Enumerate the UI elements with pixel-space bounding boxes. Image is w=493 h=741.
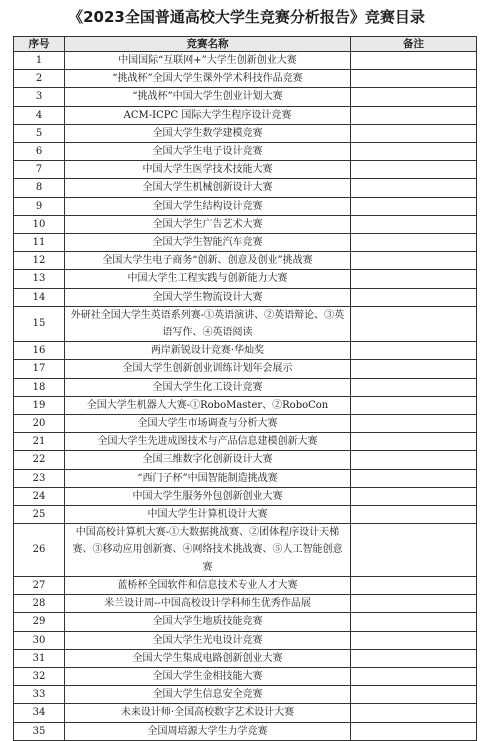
- row-note: [351, 524, 477, 577]
- row-number: 11: [14, 234, 65, 252]
- row-note: [351, 215, 477, 233]
- row-note: [351, 197, 477, 215]
- competition-name: 中国高校计算机大赛-①大数据挑战赛、②团体程序设计天梯赛、③移动应用创新赛、④网络技术挑战赛、⑤人工智能创意赛: [65, 524, 351, 577]
- table-row: [14, 270, 477, 288]
- competition-name: ACM-ICPC 国际大学生程序设计竞赛: [65, 106, 351, 124]
- row-number: 22: [14, 451, 65, 469]
- row-number: 30: [14, 631, 65, 649]
- row-note: [351, 631, 477, 649]
- row-number: 20: [14, 415, 65, 433]
- table-row: [14, 704, 477, 722]
- table-row: [14, 396, 477, 414]
- row-number: 6: [14, 143, 65, 161]
- row-number: 18: [14, 378, 65, 396]
- competition-name: 全国大学生物流设计大赛: [65, 288, 351, 306]
- row-number: 19: [14, 396, 65, 414]
- table-row: [14, 234, 477, 252]
- table-row: [14, 306, 477, 341]
- table-row: [14, 143, 477, 161]
- table-row: [14, 106, 477, 124]
- table-row: [14, 161, 477, 179]
- row-number: 12: [14, 252, 65, 270]
- header-number: 序号: [14, 37, 65, 52]
- table-body: [14, 52, 477, 741]
- competition-name: 全国周培源大学生力学竞赛: [65, 722, 351, 740]
- table-row: [14, 686, 477, 704]
- table-row: [14, 288, 477, 306]
- row-number: 28: [14, 595, 65, 613]
- row-note: [351, 179, 477, 197]
- row-number: 17: [14, 360, 65, 378]
- row-number: 21: [14, 433, 65, 451]
- competition-name: 中国大学生工程实践与创新能力大赛: [65, 270, 351, 288]
- table-row: [14, 215, 477, 233]
- competition-name: 全国大学生广告艺术大赛: [65, 215, 351, 233]
- competition-name: 全国大学生智能汽车竞赛: [65, 234, 351, 252]
- table-row: [14, 252, 477, 270]
- row-number: 33: [14, 686, 65, 704]
- row-number: 24: [14, 487, 65, 505]
- row-number: 3: [14, 88, 65, 106]
- row-note: [351, 106, 477, 124]
- row-number: 27: [14, 576, 65, 594]
- row-note: [351, 288, 477, 306]
- row-note: [351, 161, 477, 179]
- competition-name: 全国大学生信息安全竞赛: [65, 686, 351, 704]
- row-note: [351, 595, 477, 613]
- row-note: [351, 70, 477, 88]
- competition-table: [13, 36, 477, 741]
- row-note: [351, 234, 477, 252]
- row-number: 4: [14, 106, 65, 124]
- row-number: 35: [14, 722, 65, 740]
- table-row: [14, 722, 477, 740]
- table-row: [14, 595, 477, 613]
- competition-name: 全国大学生机械创新设计大赛: [65, 179, 351, 197]
- row-note: [351, 506, 477, 524]
- row-note: [351, 88, 477, 106]
- table-row: [14, 88, 477, 106]
- table-row: [14, 378, 477, 396]
- row-note: [351, 270, 477, 288]
- table-header-row: [14, 37, 477, 52]
- row-note: [351, 143, 477, 161]
- row-number: 16: [14, 342, 65, 360]
- row-note: [351, 576, 477, 594]
- competition-name: 全国大学生地质技能竞赛: [65, 613, 351, 631]
- row-number: 8: [14, 179, 65, 197]
- table-row: [14, 360, 477, 378]
- table-row: [14, 179, 477, 197]
- row-note: [351, 686, 477, 704]
- table-row: [14, 124, 477, 142]
- competition-name: 全国大学生电子商务“创新、创意及创业”挑战赛: [65, 252, 351, 270]
- competition-name: 中国大学生医学技术技能大赛: [65, 161, 351, 179]
- table-row: [14, 487, 477, 505]
- row-number: 23: [14, 469, 65, 487]
- competition-name: 全国三维数字化创新设计大赛: [65, 451, 351, 469]
- row-note: [351, 722, 477, 740]
- row-number: 9: [14, 197, 65, 215]
- competition-name: 蓝桥杯全国软件和信息技术专业人才大赛: [65, 576, 351, 594]
- table-row: [14, 197, 477, 215]
- row-number: 2: [14, 70, 65, 88]
- table-row: [14, 667, 477, 685]
- table-row: [14, 415, 477, 433]
- row-note: [351, 433, 477, 451]
- header-name: 竞赛名称: [65, 37, 351, 52]
- row-number: 15: [14, 306, 65, 341]
- row-note: [351, 360, 477, 378]
- competition-name: 两岸新锐设计竞赛·华灿奖: [65, 342, 351, 360]
- table-row: [14, 451, 477, 469]
- competition-name: 中国大学生计算机设计大赛: [65, 506, 351, 524]
- row-note: [351, 487, 477, 505]
- row-note: [351, 52, 477, 70]
- table-row: [14, 70, 477, 88]
- row-note: [351, 415, 477, 433]
- row-number: 5: [14, 124, 65, 142]
- competition-name: 全国大学生市场调查与分析大赛: [65, 415, 351, 433]
- competition-name: 全国大学生先进成图技术与产品信息建模创新大赛: [65, 433, 351, 451]
- competition-name: 全国大学生化工设计竞赛: [65, 378, 351, 396]
- row-note: [351, 124, 477, 142]
- table-row: [14, 576, 477, 594]
- competition-name: 全国大学生数学建模竞赛: [65, 124, 351, 142]
- row-note: [351, 649, 477, 667]
- row-number: 14: [14, 288, 65, 306]
- row-number: 34: [14, 704, 65, 722]
- table-row: [14, 631, 477, 649]
- row-note: [351, 342, 477, 360]
- competition-name: “挑战杯”中国大学生创业计划大赛: [65, 88, 351, 106]
- row-number: 25: [14, 506, 65, 524]
- competition-name: 未来设计师·全国高校数字艺术设计大赛: [65, 704, 351, 722]
- competition-name: 全国大学生创新创业训练计划年会展示: [65, 360, 351, 378]
- row-number: 32: [14, 667, 65, 685]
- page-title: 《2023全国普通高校大学生竞赛分析报告》竞赛目录: [68, 8, 425, 26]
- row-number: 13: [14, 270, 65, 288]
- row-number: 10: [14, 215, 65, 233]
- row-note: [351, 378, 477, 396]
- row-note: [351, 667, 477, 685]
- competition-name: 米兰设计周--中国高校设计学科师生优秀作品展: [65, 595, 351, 613]
- row-note: [351, 306, 477, 341]
- row-note: [351, 469, 477, 487]
- header-note: 备注: [351, 37, 477, 52]
- table-row: [14, 506, 477, 524]
- competition-name: 全国大学生结构设计竞赛: [65, 197, 351, 215]
- row-note: [351, 704, 477, 722]
- row-number: 31: [14, 649, 65, 667]
- table-row: [14, 613, 477, 631]
- competition-name: 中国大学生服务外包创新创业大赛: [65, 487, 351, 505]
- competition-name: 全国大学生光电设计竞赛: [65, 631, 351, 649]
- row-number: 1: [14, 52, 65, 70]
- table-row: [14, 342, 477, 360]
- row-note: [351, 613, 477, 631]
- row-note: [351, 396, 477, 414]
- competition-name: 全国大学生金相技能大赛: [65, 667, 351, 685]
- table-row: [14, 469, 477, 487]
- competition-name: “挑战杯”全国大学生课外学术科技作品竞赛: [65, 70, 351, 88]
- row-note: [351, 252, 477, 270]
- row-number: 7: [14, 161, 65, 179]
- table-row: [14, 649, 477, 667]
- table-row: [14, 524, 477, 577]
- competition-name: 外研社全国大学生英语系列赛-①英语演讲、②英语辩论、③英语写作、④英语阅读: [65, 306, 351, 341]
- row-note: [351, 451, 477, 469]
- competition-name: “西门子杯”中国智能制造挑战赛: [65, 469, 351, 487]
- competition-name: 全国大学生集成电路创新创业大赛: [65, 649, 351, 667]
- table-row: [14, 433, 477, 451]
- competition-name: 中国国际“互联网+”大学生创新创业大赛: [65, 52, 351, 70]
- competition-name: 全国大学生机器人大赛-①RoboMaster、②RoboCon: [65, 396, 351, 414]
- competition-name: 全国大学生电子设计竞赛: [65, 143, 351, 161]
- row-number: 29: [14, 613, 65, 631]
- row-number: 26: [14, 524, 65, 577]
- table-row: [14, 52, 477, 70]
